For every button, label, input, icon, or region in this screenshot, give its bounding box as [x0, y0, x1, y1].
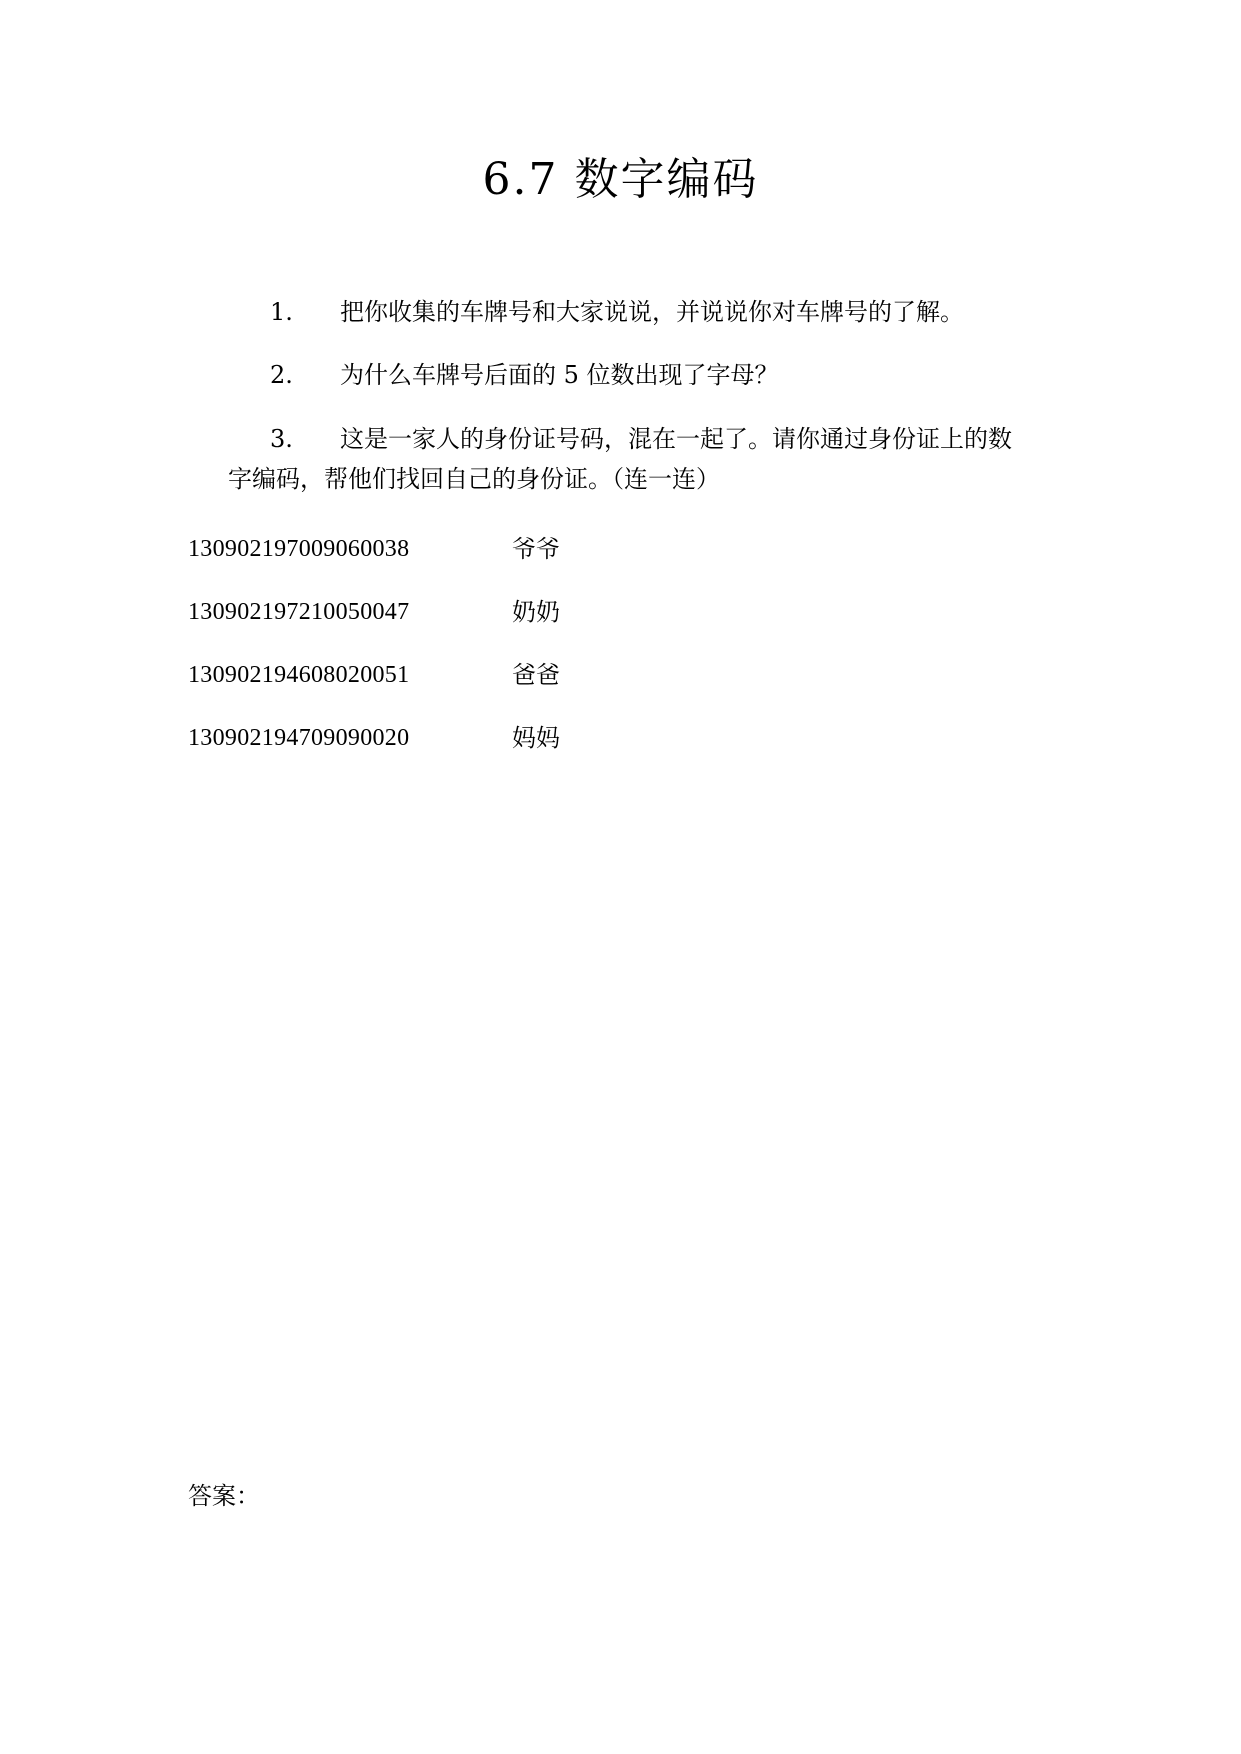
- id-number: 130902194709090020: [188, 725, 410, 751]
- question-number: 2.: [270, 361, 293, 389]
- family-member-label: 奶奶: [512, 598, 560, 626]
- question-text: 把你收集的车牌号和大家说说，并说说你对车牌号的了解。: [340, 298, 964, 326]
- family-member-label: 爷爷: [512, 535, 560, 563]
- answer-label: 答案：: [188, 1482, 260, 1510]
- question-text: 为什么车牌号后面的 5 位数出现了字母？: [340, 361, 779, 389]
- id-number: 130902197210050047: [188, 599, 410, 625]
- question-text-line-1: 这是一家人的身份证号码，混在一起了。请你通过身份证上的数: [340, 425, 1012, 453]
- id-number: 130902194608020051: [188, 662, 410, 688]
- question-2: [228, 355, 1048, 395]
- id-row: [188, 529, 708, 569]
- question-3: [228, 419, 1048, 499]
- id-row: [188, 655, 708, 695]
- question-text-line-2: 字编码，帮他们找回自己的身份证。（连一连）: [228, 465, 720, 493]
- question-number: 1.: [270, 298, 293, 326]
- family-member-label: 爸爸: [512, 661, 560, 689]
- family-member-label: 妈妈: [512, 724, 560, 752]
- id-row: [188, 718, 708, 758]
- question-number: 3.: [270, 425, 293, 453]
- id-row: [188, 592, 708, 632]
- page-title: 6.7 数字编码: [482, 154, 759, 205]
- id-number: 130902197009060038: [188, 536, 410, 562]
- question-1: [228, 292, 1048, 332]
